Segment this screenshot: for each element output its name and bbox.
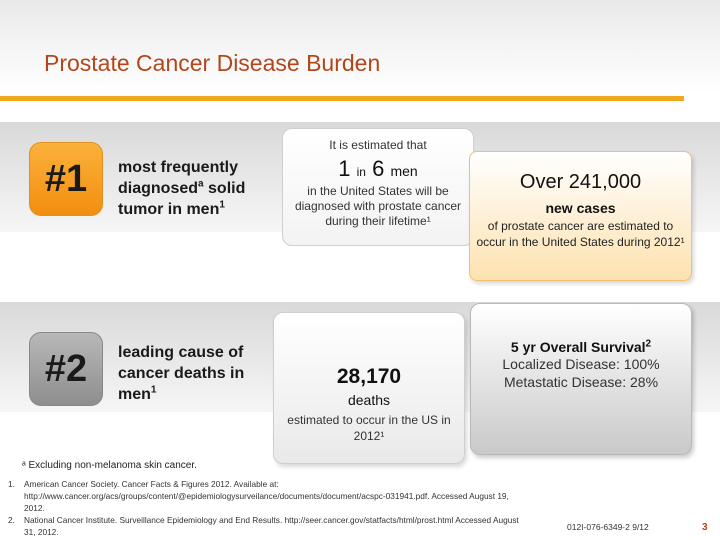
header-band [0,0,720,92]
survival-box [470,303,692,455]
deaths-box [273,312,465,464]
deaths-label: deaths [347,392,391,408]
lifetime-risk-box [282,128,474,246]
survival-metastatic: Metastatic Disease: 28% [503,374,659,390]
deaths-detail: estimated to occur in the US in 2012¹ [287,413,451,443]
risk-ratio: 1 in 6 men [338,156,418,181]
rank-1-badge: #1 [29,142,103,216]
reference-item: 1. American Cancer Society. Cancer Facts & Figures 2012. Available at: http://www.cancer.org/acs/groups/content/@epidemiologysurveilance/documents/document/acspc-031941.pdf. Accessed August 19, 2012. [8,479,509,513]
new-cases-count: Over 241,000 [519,171,642,193]
page-number: 3 [702,522,708,533]
survival-localized: Localized Disease: 100% [502,356,660,372]
reference-item: 2. National Cancer Institute. Surveillance Epidemiology and End Results. http://seer.cancer.gov/statfacts/html/prost.html Accessed August 31, 2012. [8,515,519,537]
page-title: Prostate Cancer Disease Burden [44,50,381,76]
estimate-detail: in the United States will be diagnosed with prostate cancer during their lifetime¹ [294,184,462,228]
new-cases-label: new cases [545,200,616,216]
deaths-count: 28,170 [336,365,402,388]
title-rule [0,96,684,101]
rank-2-badge: #2 [29,332,103,406]
estimate-intro: It is estimated that [329,138,427,152]
references [8,478,528,538]
footnote-a: ᵃ Excluding non-melanoma skin cancer. [22,460,197,471]
survival-heading: 5 yr Overall Survival$^2$ [510,338,652,355]
new-cases-box [469,151,692,281]
document-code: 012I-076-6349-2 9/12 [567,522,649,532]
rank-2-text: leading cause of cancer deaths in men$^1$ [118,344,245,403]
new-cases-detail: of prostate cancer are estimated to occur in the United States during 2012¹ [476,219,685,249]
rank-1-text: most frequently diagnosed$^a$ solid tumor in men$^1$ [118,159,246,218]
